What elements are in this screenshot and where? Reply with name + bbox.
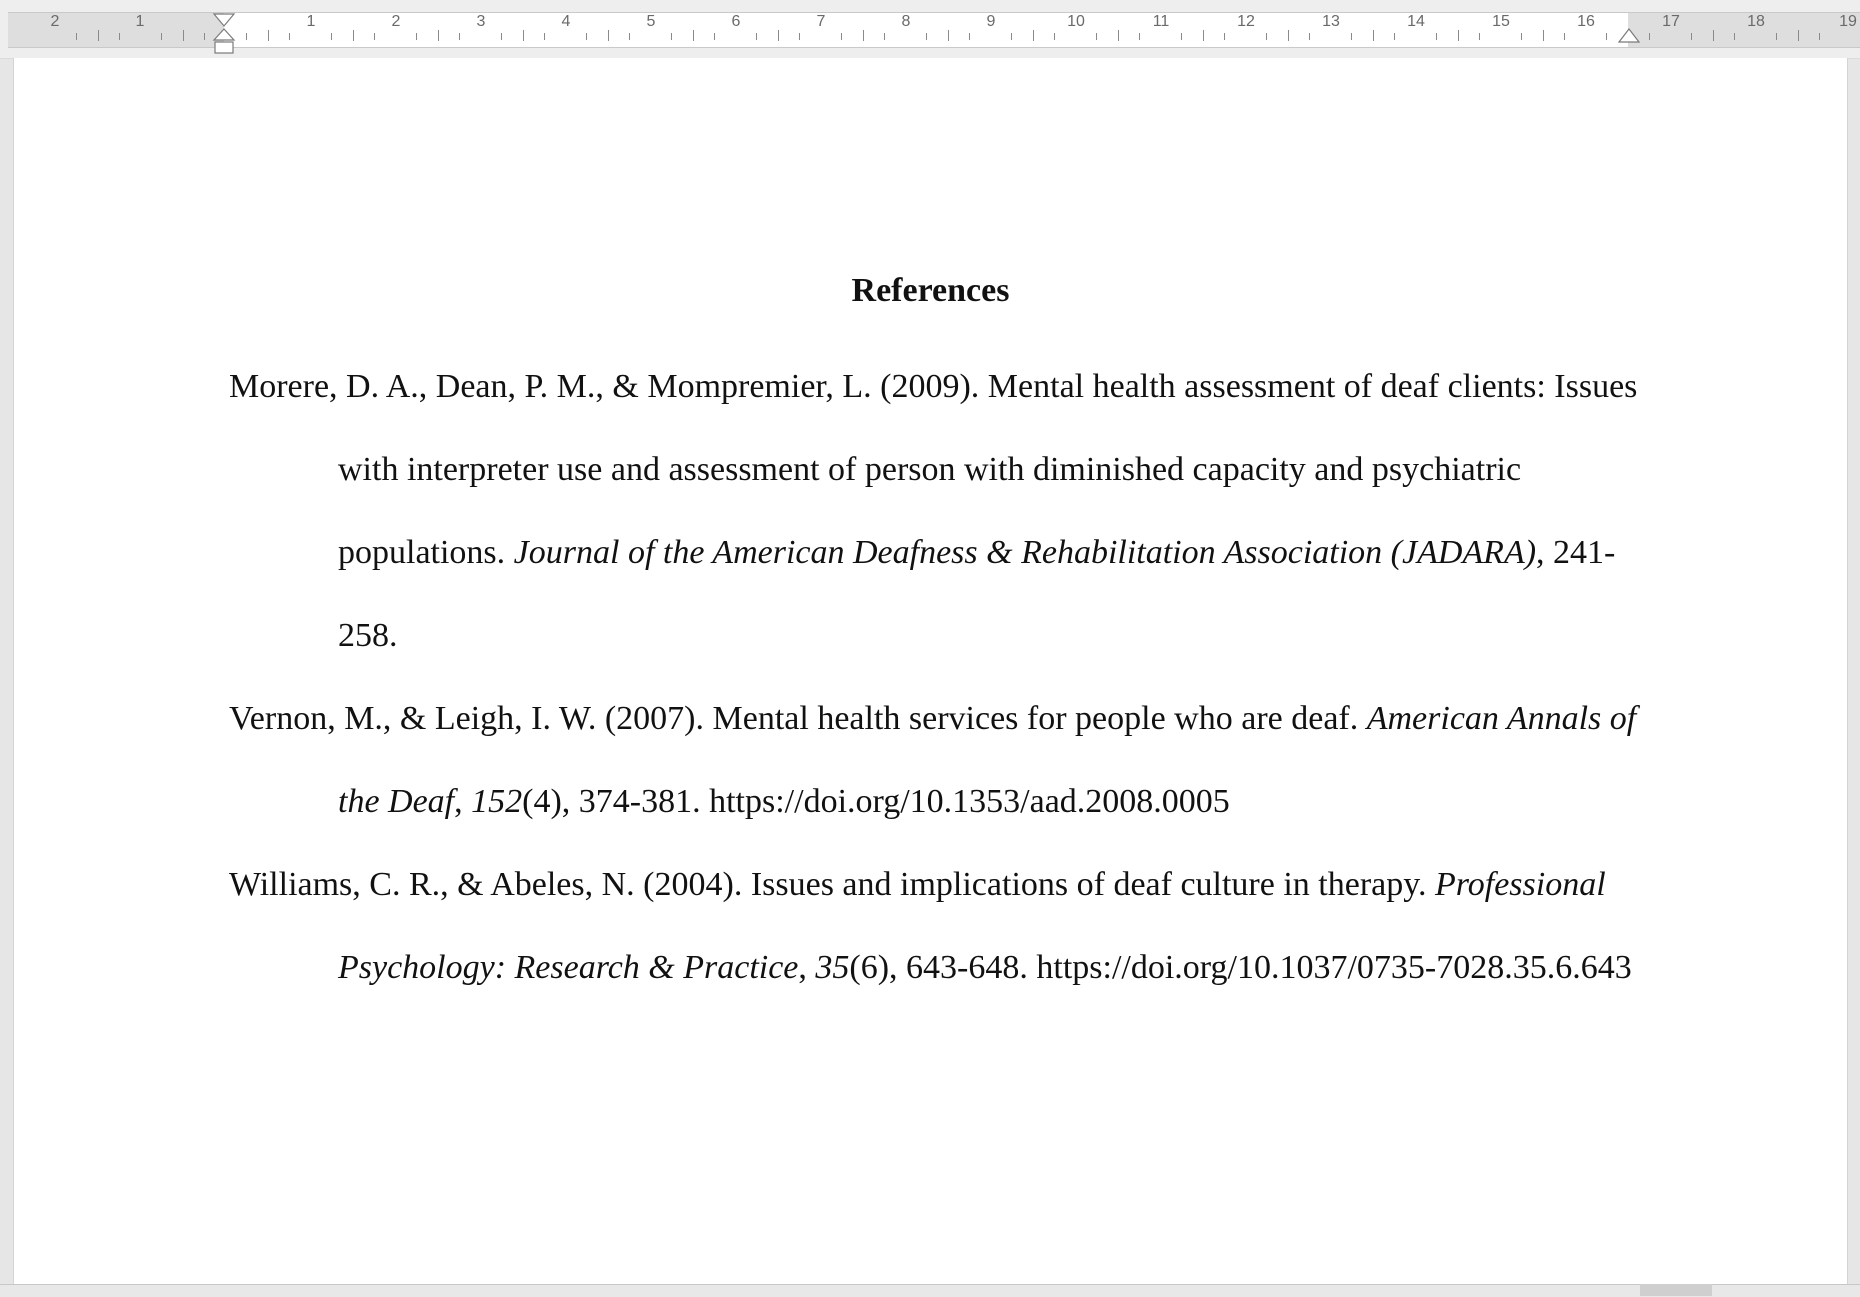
reference-authors: Vernon, M., & Leigh, I. W. (2007). xyxy=(229,700,705,737)
indent-marker-icon[interactable] xyxy=(212,13,236,55)
ruler-label: 1 xyxy=(306,13,316,30)
ruler-tick xyxy=(204,33,205,40)
ruler-tick xyxy=(778,30,779,41)
ruler-tick xyxy=(1351,33,1352,40)
ruler-tick xyxy=(948,30,949,41)
ruler-tick xyxy=(1798,30,1799,41)
ruler-tick xyxy=(119,33,120,40)
ruler-tick xyxy=(1521,33,1522,40)
reference-journal: Journal of the American Deafness & Rehabilitation Association (JADARA) xyxy=(513,534,1537,571)
reference-title: Issues and implications of deaf culture in therapy. xyxy=(750,866,1427,903)
ruler-tick xyxy=(1309,33,1310,40)
references-heading: References xyxy=(851,272,1010,309)
reference-title: Mental health assessment of deaf clients: Issues with interpreter use and assessment of person with diminished capacity and psychiatric populations. xyxy=(338,368,1638,571)
ruler-tick xyxy=(671,33,672,40)
ruler-label: 16 xyxy=(1577,13,1595,30)
ruler-tick xyxy=(1224,33,1225,40)
ruler-tick xyxy=(331,33,332,40)
ruler-tick xyxy=(1691,33,1692,40)
ruler-tick xyxy=(1479,33,1480,40)
reference-issue: (6), 643-648. xyxy=(849,949,1028,986)
reference-title: Mental health services for people who are deaf. xyxy=(712,700,1359,737)
ruler-tick xyxy=(1181,33,1182,40)
ruler-tick xyxy=(629,33,630,40)
ruler-label: 12 xyxy=(1237,13,1255,30)
ruler-label: 5 xyxy=(646,13,656,30)
ruler-tick xyxy=(969,33,970,40)
reference-entry xyxy=(229,345,1649,677)
ruler-label: 7 xyxy=(816,13,826,30)
ruler-label: 4 xyxy=(561,13,571,30)
ruler-tick xyxy=(374,33,375,40)
ruler-label: 13 xyxy=(1322,13,1340,30)
reference-pages: , 241-258. xyxy=(338,534,1616,654)
ruler-tick xyxy=(714,33,715,40)
ruler-tick xyxy=(268,30,269,41)
reference-volume: 35 xyxy=(815,949,850,986)
ruler-tick xyxy=(1033,30,1034,41)
ruler-tick xyxy=(1139,33,1140,40)
document-page[interactable] xyxy=(13,58,1848,1286)
ruler-tick xyxy=(1011,33,1012,40)
ruler-label: 14 xyxy=(1407,13,1425,30)
ruler-label: 2 xyxy=(391,13,401,30)
horizontal-ruler[interactable] xyxy=(0,0,1860,59)
ruler-tick xyxy=(523,30,524,41)
ruler-label: 3 xyxy=(476,13,486,30)
ruler-tick xyxy=(926,33,927,40)
ruler-tick xyxy=(1118,30,1119,41)
ruler-label: 1 xyxy=(135,13,145,30)
ruler-tick xyxy=(863,30,864,41)
ruler-tick xyxy=(1819,33,1820,40)
ruler-tick xyxy=(693,30,694,41)
ruler-tick xyxy=(98,30,99,41)
reference-doi: https://doi.org/10.1353/aad.2008.0005 xyxy=(709,783,1230,820)
ruler-tick xyxy=(1054,33,1055,40)
ruler-tick xyxy=(1203,30,1204,41)
ruler-tick xyxy=(586,33,587,40)
ruler-label: 6 xyxy=(731,13,741,30)
view-mode-button[interactable] xyxy=(1640,1284,1712,1296)
ruler-left-margin[interactable] xyxy=(8,13,224,47)
ruler-label: 11 xyxy=(1152,13,1170,30)
ruler-tick xyxy=(1606,33,1607,40)
ruler-tick xyxy=(1373,30,1374,41)
ruler-label: 17 xyxy=(1662,13,1680,30)
ruler-tick xyxy=(1564,33,1565,40)
ruler-tick xyxy=(799,33,800,40)
ruler-tick xyxy=(246,33,247,40)
reference-authors: Morere, D. A., Dean, P. M., & Mompremier, L. (2009). xyxy=(229,368,980,405)
ruler-tick xyxy=(841,33,842,40)
ruler-label: 18 xyxy=(1747,13,1765,30)
reference-journal: Professional Psychology: Research & Practice xyxy=(338,866,1606,986)
reference-authors: Williams, C. R., & Abeles, N. (2004). xyxy=(229,866,743,903)
reference-entry xyxy=(229,843,1649,1009)
ruler-tick xyxy=(1734,33,1735,40)
ruler-tick xyxy=(289,33,290,40)
right-indent-marker-icon[interactable] xyxy=(1617,26,1641,44)
ruler-tick xyxy=(544,33,545,40)
ruler-tick xyxy=(161,33,162,40)
status-bar xyxy=(0,1284,1860,1297)
ruler-label: 9 xyxy=(986,13,996,30)
ruler-tick xyxy=(501,33,502,40)
ruler-tick xyxy=(1436,33,1437,40)
ruler-label: 19 xyxy=(1839,13,1857,30)
reference-issue: (4), 374-381. xyxy=(522,783,701,820)
reference-volume: 152 xyxy=(471,783,523,820)
ruler-tick xyxy=(1288,30,1289,41)
ruler-tick xyxy=(1096,33,1097,40)
reference-separator: , xyxy=(798,949,807,986)
ruler-tick xyxy=(884,33,885,40)
ruler-tick xyxy=(608,30,609,41)
ruler-tick xyxy=(438,30,439,41)
reference-entry xyxy=(229,677,1649,843)
ruler-tick xyxy=(76,33,77,40)
ruler-tick xyxy=(1713,30,1714,41)
ruler-tick xyxy=(416,33,417,40)
ruler-label: 2 xyxy=(50,13,60,30)
ruler-tick xyxy=(1543,30,1544,41)
ruler-label: 15 xyxy=(1492,13,1510,30)
reference-journal: American Annals of the Deaf xyxy=(338,700,1637,820)
ruler-tick xyxy=(1649,33,1650,40)
ruler-label: 10 xyxy=(1067,13,1085,30)
ruler-tick xyxy=(1266,33,1267,40)
reference-doi: https://doi.org/10.1037/0735-7028.35.6.643 xyxy=(1036,949,1632,986)
reference-separator: , xyxy=(454,783,463,820)
ruler-tick xyxy=(756,33,757,40)
reference-list xyxy=(229,345,1649,1009)
ruler-tick xyxy=(183,30,184,41)
ruler-tick xyxy=(1776,33,1777,40)
ruler-label: 8 xyxy=(901,13,911,30)
ruler-tick xyxy=(1458,30,1459,41)
ruler-tick xyxy=(353,30,354,41)
ruler-tick xyxy=(1394,33,1395,40)
ruler-tick xyxy=(459,33,460,40)
